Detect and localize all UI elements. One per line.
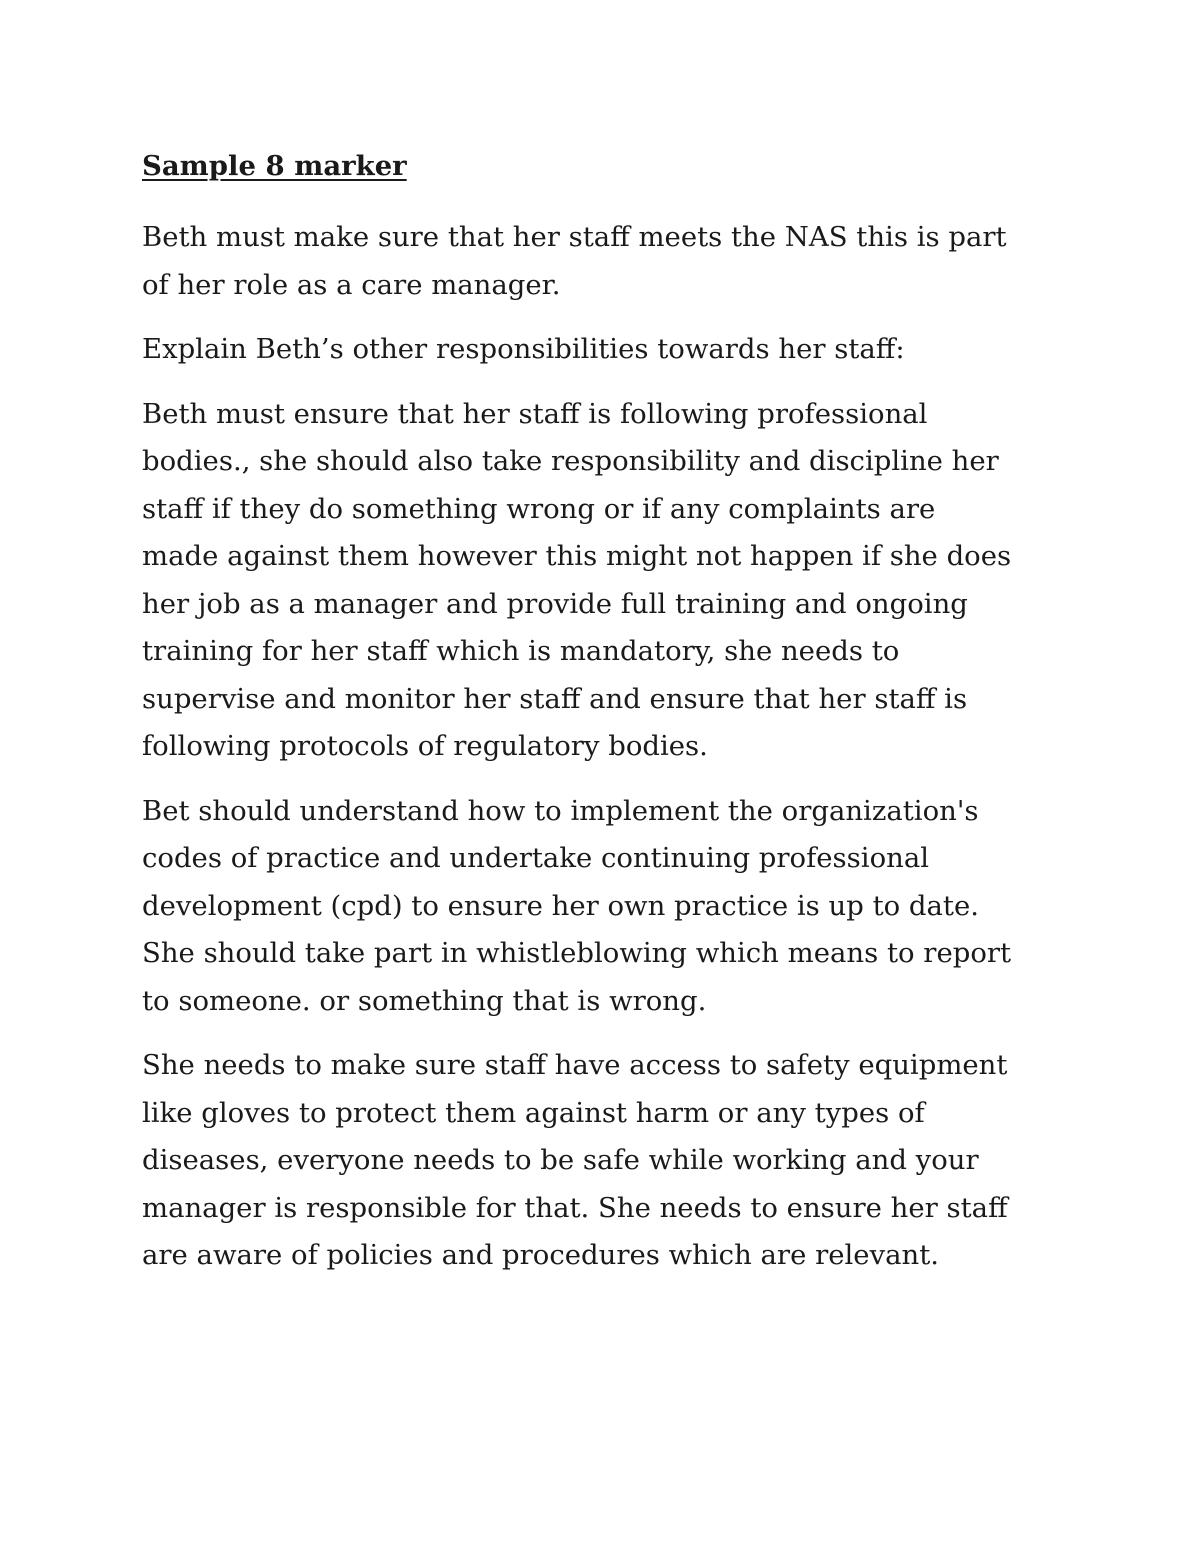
paragraph-safety-equipment <box>142 1042 1077 1280</box>
paragraph-nas-role <box>142 214 1077 309</box>
document-title: Sample 8 marker <box>142 150 407 182</box>
paragraph-staff-responsibilities <box>142 391 1077 771</box>
text-line: diseases, everyone needs to be safe while working and your <box>142 1144 979 1176</box>
text-line: Beth must make sure that her staff meets the NAS this is part <box>142 221 1007 253</box>
text-line: Bet should understand how to implement the organization's <box>142 794 979 827</box>
text-line: She needs to make sure staff have access to safety equipment <box>142 1049 1008 1081</box>
paragraph-question <box>142 326 1077 374</box>
text-line: of her role as a care manager. <box>142 268 561 301</box>
text-line: are aware of policies and procedures which are relevant. <box>142 1239 940 1271</box>
text-line: made against them however this might not happen if she does <box>142 540 1012 572</box>
text-line: like gloves to protect them against harm or any types of <box>142 1096 925 1129</box>
text-line: to someone. or something that is wrong. <box>142 984 707 1017</box>
text-line: manager is responsible for that. She needs to ensure her staff <box>142 1191 1008 1224</box>
text-line: codes of practice and undertake continuing professional <box>142 842 930 874</box>
document-body <box>142 144 1077 1297</box>
text-line: Beth must ensure that her staff is following professional <box>142 397 928 430</box>
paragraph-codes-of-practice <box>142 788 1077 1026</box>
text-line: staff if they do something wrong or if any complaints are <box>142 492 936 525</box>
text-line: bodies., she should also take responsibility and discipline her <box>142 445 999 477</box>
text-line: training for her staff which is mandatory, she needs to <box>142 635 900 667</box>
text-line: her job as a manager and provide full training and ongoing <box>142 587 968 620</box>
text-line: following protocols of regulatory bodies. <box>142 730 708 762</box>
text-line: Explain Beth’s other responsibilities towards her staff: <box>142 333 905 365</box>
text-line: supervise and monitor her staff and ensure that her staff is <box>142 682 968 715</box>
text-line: development (cpd) to ensure her own practice is up to date. <box>142 889 979 922</box>
text-line: She should take part in whistleblowing which means to report <box>142 937 1012 969</box>
